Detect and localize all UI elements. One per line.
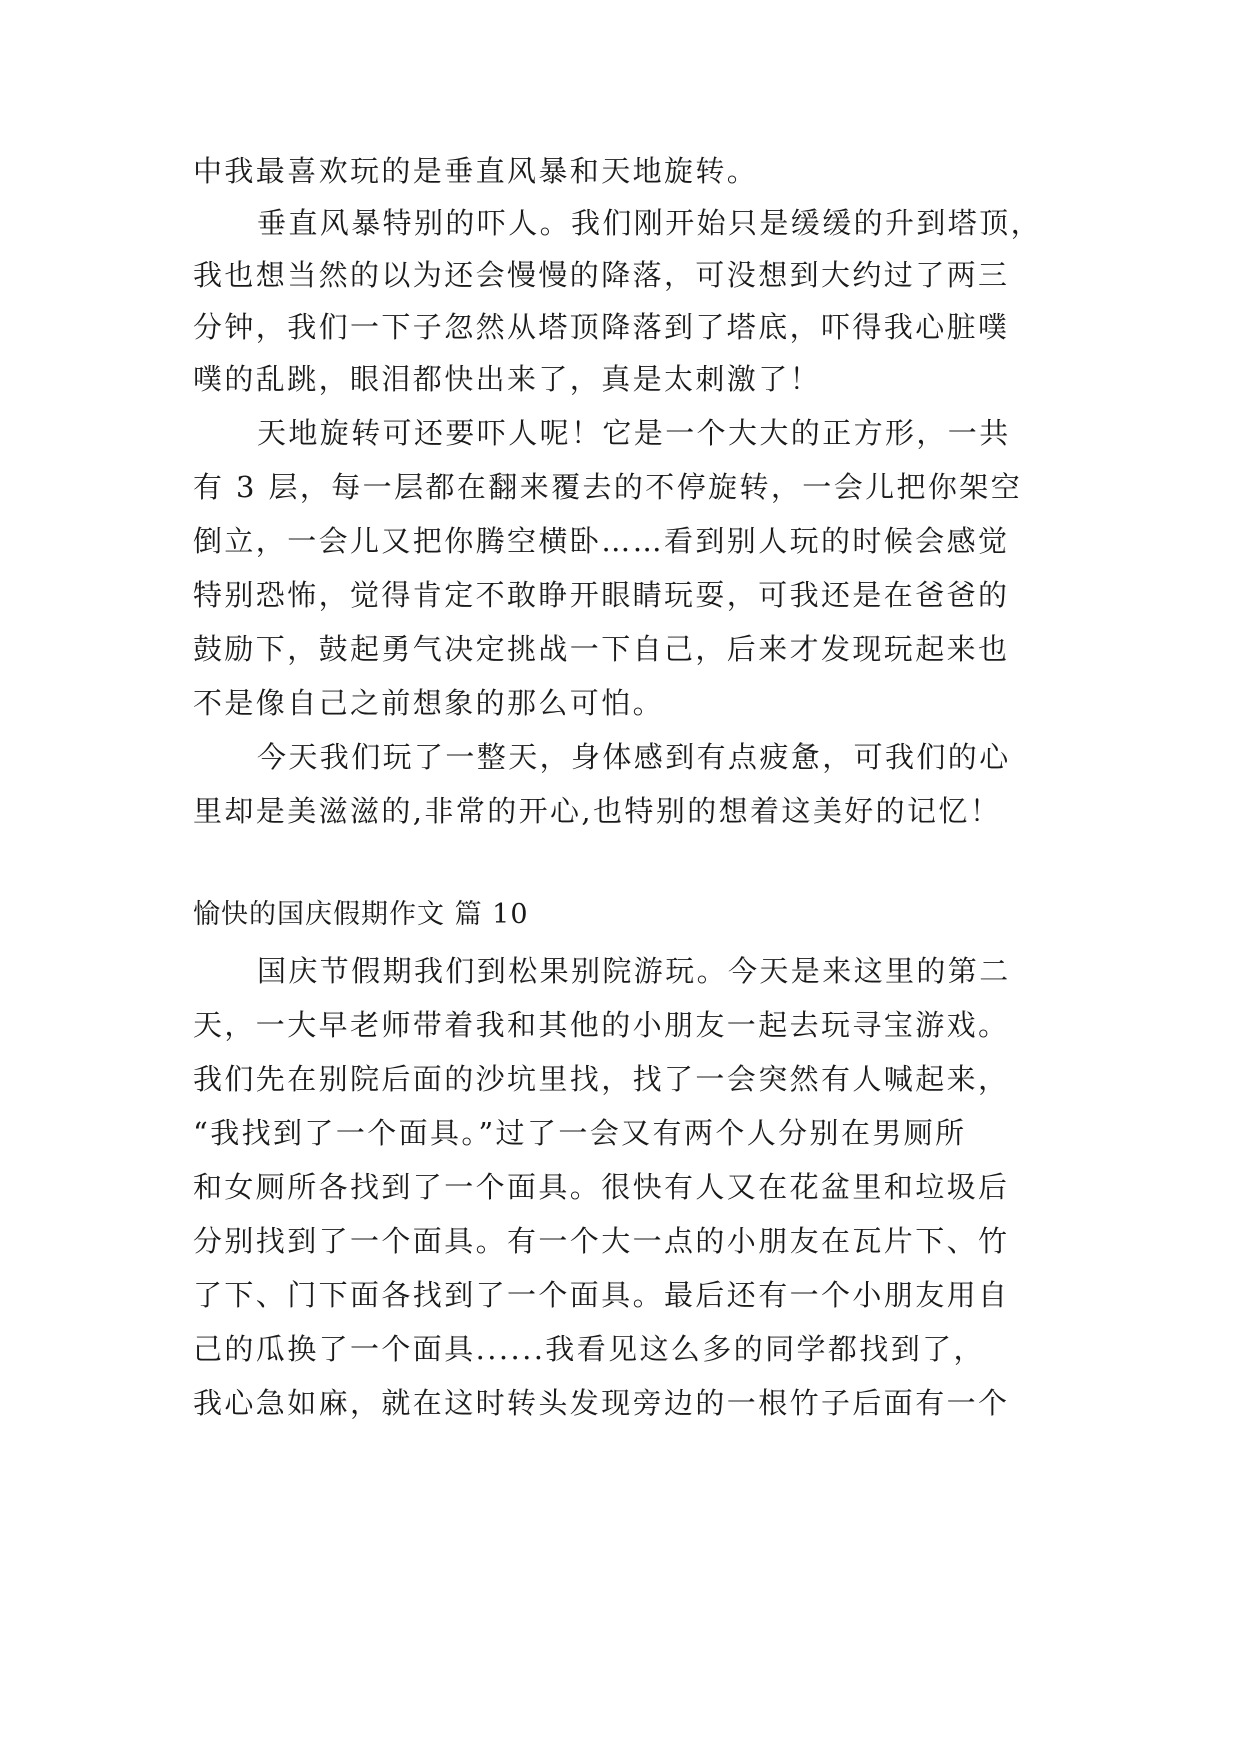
text-line: 今天我们玩了一整天，身体感到有点疲惫，可我们的心 [257,740,1011,774]
text-line: 了下、门下面各找到了一个面具。最后还有一个小朋友用自 [193,1278,1010,1312]
text-line: 噗的乱跳，眼泪都快出来了，真是太刺激了！ [193,362,822,396]
text-line: 天地旋转可还要吓人呢！它是一个大大的正方形，一共 [257,416,1011,450]
text-line: 我也想当然的以为还会慢慢的降落，可没想到大约过了两三 [193,258,1010,292]
text-line: 和女厕所各找到了一个面具。很快有人又在花盆里和垃圾后 [193,1170,1010,1204]
text-line: 不是像自己之前想象的那么可怕。 [193,686,665,720]
text-line: 倒立，一会儿又把你腾空横卧……看到别人玩的时候会感觉 [193,524,1010,558]
text-line: 中我最喜欢玩的是垂直风暴和天地旋转。 [193,154,759,188]
text-line: 鼓励下，鼓起勇气决定挑战一下自己，后来才发现玩起来也 [193,632,1010,666]
text-line: 国庆节假期我们到松果别院游玩。今天是来这里的第二 [257,954,1011,988]
text-line: 分钟，我们一下子忽然从塔顶降落到了塔底，吓得我心脏噗 [193,310,1010,344]
text-line: “我找到了一个面具。”过了一会又有两个人分别在男厕所 [193,1116,967,1150]
text-line: 己的瓜换了一个面具......我看见这么多的同学都找到了， [193,1332,985,1366]
text-line: 我们先在别院后面的沙坑里找，找了一会突然有人喊起来， [193,1062,1010,1096]
text-line: 里却是美滋滋的,非常的开心,也特别的想着这美好的记忆！ [193,794,1002,828]
text-line: 天，一大早老师带着我和其他的小朋友一起去玩寻宝游戏。 [193,1008,1010,1042]
text-line: 我心急如麻，就在这时转头发现旁边的一根竹子后面有一个 [193,1386,1010,1420]
text-line: 分别找到了一个面具。有一个大一点的小朋友在瓦片下、竹 [193,1224,1010,1258]
text-line: 垂直风暴特别的吓人。我们刚开始只是缓缓的升到塔顶， [257,206,1043,240]
essay-heading: 愉快的国庆假期作文 篇 10 [193,899,529,930]
text-line: 特别恐怖，觉得肯定不敢睁开眼睛玩耍，可我还是在爸爸的 [193,578,1010,612]
text-line: 有 3 层，每一层都在翻来覆去的不停旋转，一会儿把你架空 [193,470,1023,504]
